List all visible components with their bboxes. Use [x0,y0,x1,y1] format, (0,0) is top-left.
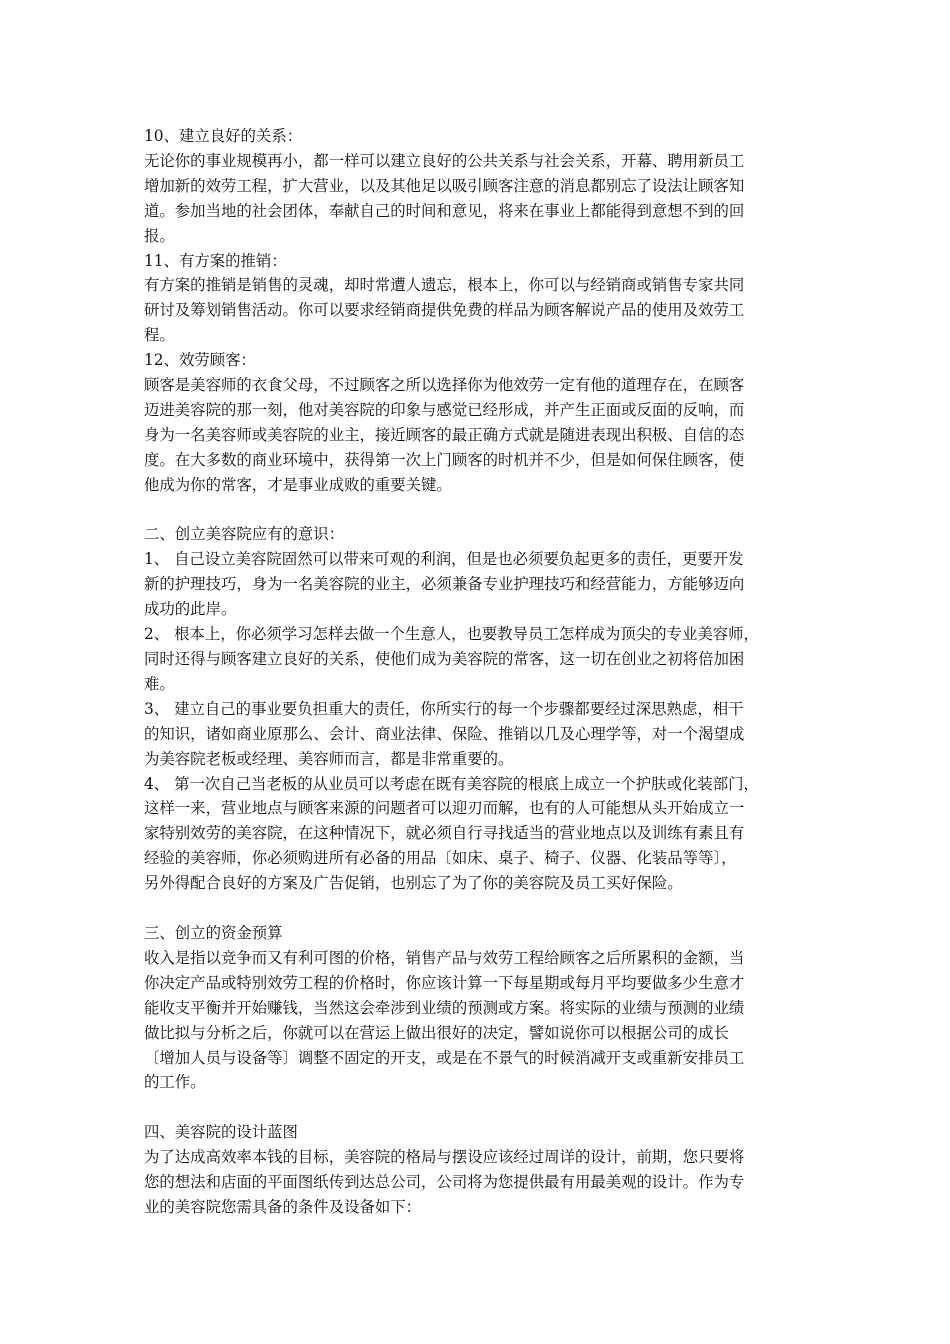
text-line: 另外得配合良好的方案及广告促销，也别忘了为了你的美容院及员工买好保险。 [144,874,683,893]
text-line: 的工作。 [144,1073,206,1092]
document-body [144,124,810,1220]
text-line: 你决定产品或特别效劳工程的价格时，你应该计算一下每星期或每月平均要做多少生意才 [144,973,745,992]
text-line: 这样一来，营业地点与顾客来源的问题者可以迎刃而解，也有的人可能想从头开始成立一 [144,799,745,818]
text-line: 有方案的推销是销售的灵魂，却时常遭人遗忘，根本上，你可以与经销商或销售专家共同 [144,276,745,295]
text-line: 能收支平衡并开始赚钱，当然这会牵涉到业绩的预测或方案。将实际的业绩与预测的业绩 [144,998,745,1017]
text-line: 11、有方案的推销： [144,251,287,270]
text-line: 12、效劳顾客： [144,351,256,370]
text-line: 报。 [144,226,175,245]
text-line: 同时还得与顾客建立良好的关系，使他们成为美容院的常客，这一切在创业之初将倍加困 [144,650,745,669]
text-line: 收入是指以竞争而又有利可图的价格，销售产品与效劳工程给顾客之后所累积的金额，当 [144,948,745,967]
text-line: 三、创立的资金预算 [144,923,283,942]
text-line: 难。 [144,674,175,693]
text-line: 度。在大多数的商业环境中，获得第一次上门顾客的时机并不少，但是如何保住顾客，使 [144,450,745,469]
text-line: 〔增加人员与设备等〕调整不固定的开支，或是在不景气的时候消减开支或重新安排员工 [144,1048,745,1067]
text-line: 4、 第一次自己当老板的从业员可以考虑在既有美容院的根底上成立一个护肤或化装部门， [144,774,759,793]
text-line: 无论你的事业规模再小，都一样可以建立良好的公共关系与社会关系，开幕、聘用新员工 [144,151,745,170]
text-line: 道。参加当地的社会团体，奉献自己的时间和意见，将来在事业上都能得到意想不到的回 [144,201,745,220]
blank-line [144,498,810,523]
text-line: 您的想法和店面的平面图纸传到达总公司，公司将为您提供最有用最美观的设计。作为专 [144,1173,745,1192]
text-line: 为美容院老板或经理、美容师而言，都是非常重要的。 [144,749,514,768]
text-line: 的知识，诸如商业原那么、会计、商业法律、保险、推销以几及心理学等，对一个渴望成 [144,724,745,743]
text-line: 1、 自己设立美容院固然可以带来可观的利润，但是也必须要负起更多的责任，更要开发 [144,550,744,569]
text-line: 研讨及筹划销售活动。你可以要求经销商提供免费的样品为顾客解说产品的使用及效劳工 [144,301,745,320]
blank-line [144,896,810,921]
text-line: 新的护理技巧，身为一名美容院的业主，必须兼备专业护理技巧和经营能力，方能够迈向 [144,575,745,594]
text-line: 他成为你的常客，才是事业成败的重要关键。 [144,475,452,494]
text-line: 二、创立美容院应有的意识： [144,525,345,544]
text-line: 3、 建立自己的事业要负担重大的责任，你所实行的每一个步骤都要经过深思熟虑，相干 [144,699,744,718]
text-line: 为了达成高效率本钱的目标，美容院的格局与摆设应该经过周详的设计，前期，您只要将 [144,1148,745,1167]
text-line: 四、美容院的设计蓝图 [144,1123,298,1142]
text-line: 迈进美容院的那一刻，他对美容院的印象与感觉已经形成，并产生正面或反面的反响，而 [144,400,745,419]
text-line: 做比拟与分析之后，你就可以在营运上做出很好的决定，譬如说你可以根据公司的成长 [144,1023,729,1042]
text-line: 程。 [144,326,175,345]
text-line: 顾客是美容师的衣食父母，不过顾客之所以选择你为他效劳一定有他的道理存在，在顾客 [144,376,745,395]
text-line: 2、 根本上，你必须学习怎样去做一个生意人，也要教导员工怎样成为顶尖的专业美容师， [144,625,759,644]
text-line: 经验的美容师，你必须购进所有必备的用品〔如床、桌子、椅子、仪器、化装品等等〕， [144,849,737,868]
text-line: 增加新的效劳工程，扩大营业，以及其他足以吸引顾客注意的消息都别忘了设法让顾客知 [144,176,745,195]
text-line: 身为一名美容师或美容院的业主，接近顾客的最正确方式就是随进表现出积极、自信的态 [144,425,745,444]
text-line: 业的美容院您需具备的条件及设备如下： [144,1197,422,1216]
text-line: 10、建立良好的关系： [144,127,303,145]
text-line: 家特别效劳的美容院，在这种情况下，就必须自行寻找适当的营业地点以及训练有素且有 [144,824,745,843]
blank-line [144,1095,810,1120]
text-line: 成功的此岸。 [144,600,237,619]
